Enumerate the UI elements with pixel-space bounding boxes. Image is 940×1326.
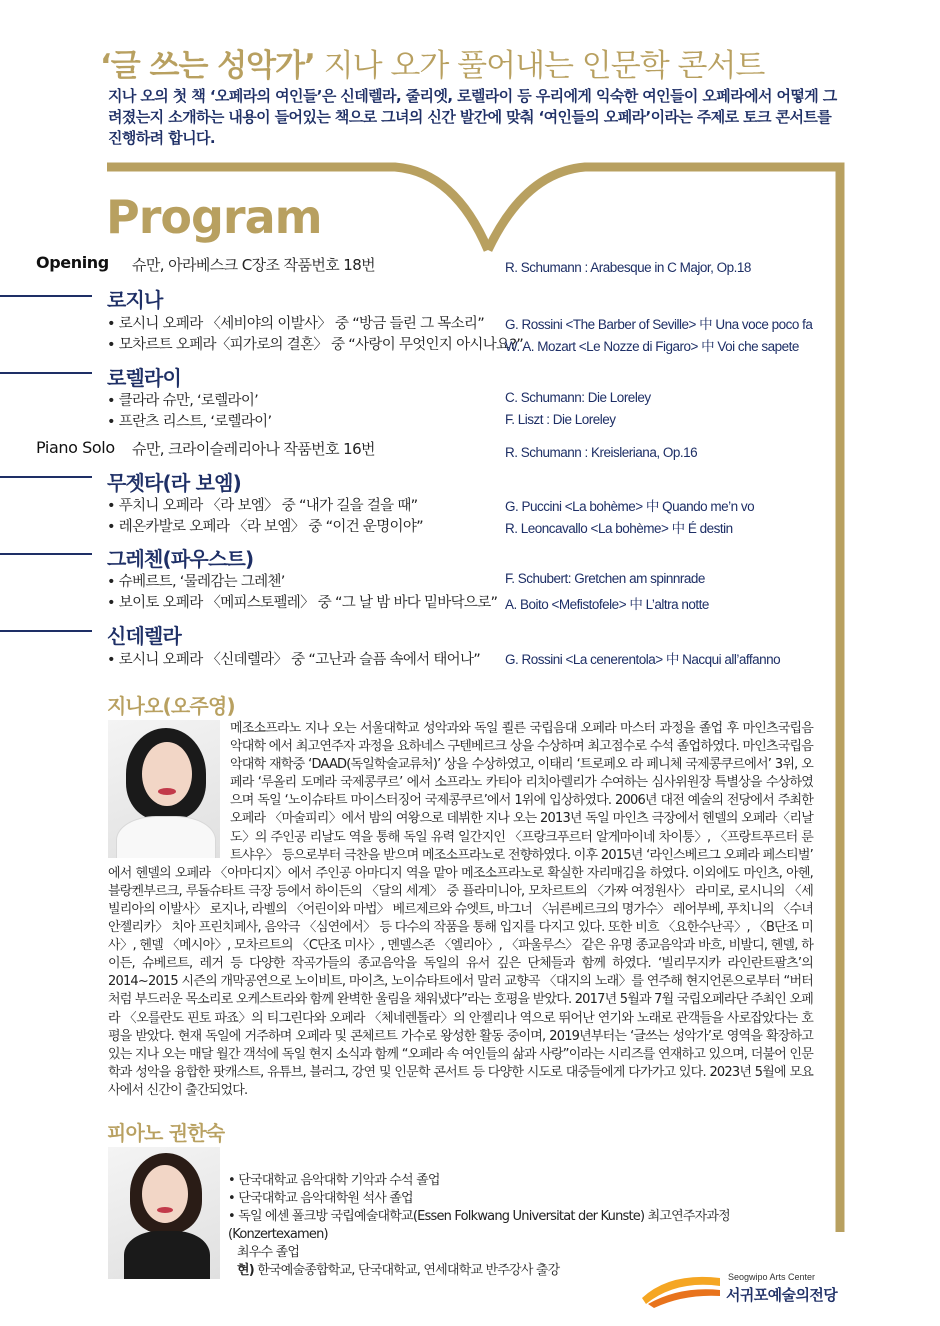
list-item: • 슈베르트, ‘물레감는 그레첸’ <box>107 570 285 591</box>
pianist-career-list <box>228 1172 798 1280</box>
list-item-english: F. Liszt : Die Loreley <box>505 412 616 427</box>
piano-solo-label: Piano Solo <box>36 438 115 457</box>
logo-wave-icon <box>640 1268 724 1308</box>
list-item-english: W. A. Mozart <Le Nozze di Figaro> 中 Voi che sapete <box>505 339 799 354</box>
list-item: • 프란츠 리스트, ‘로렐라이’ <box>107 410 271 431</box>
current-text: 한국예술종합학교, 단국대학교, 연세대학교 반주강사 출강 <box>253 1263 560 1278</box>
list-item: • 독일 에센 폴크방 국립예술대학교(Essen Folkwang Universitat der Kunste) 최고연주자과정(Konzertexamen) <box>228 1208 798 1244</box>
section-title-cinderella: 신데렐라 <box>107 624 182 648</box>
singer-heading: 지나오(오주영) <box>107 694 235 718</box>
current-label: 현) <box>237 1263 254 1278</box>
list-item: • 모차르트 오페라〈피가로의 결혼〉 중 “사랑이 무엇인지 아시나요?” <box>107 333 523 354</box>
piano-solo-work: 슈만, 크라이슬레리아나 작품번호 16번 <box>132 440 375 458</box>
section-divider <box>0 630 92 632</box>
list-item-english: A. Boito <Mefistofele> 中 L’altra notte <box>505 597 709 612</box>
list-item: • 로시니 오페라 〈세비야의 이발사〉 중 “방금 들린 그 목소리” <box>107 312 484 333</box>
pianist-photo <box>108 1147 220 1279</box>
intro-paragraph: 지나 오의 첫 책 ‘오페라의 여인들’은 신데렐라, 줄리엣, 로렐라이 등 우리에게 익숙한 여인들이 오페라에서 어떻게 그려졌는지 소개하는 내용이 들어있는 책으로 그녀의 신간 발간에 맞춰 ‘여인들의 오페라’이라는 주제로 토크 콘서트를 진행하려 합니다. <box>108 87 837 147</box>
list-item-english: R. Leoncavallo <La bohème> 中 É destin <box>505 521 733 536</box>
list-item-english: F. Schubert: Gretchen am spinnrade <box>505 571 705 586</box>
headline-highlight: ‘글 쓰는 성악가’ <box>100 48 315 84</box>
list-item: • 로시니 오페라 〈신데렐라〉 중 “고난과 슬픔 속에서 태어나” <box>107 648 480 669</box>
singer-bio <box>108 720 813 1100</box>
section-title-rosina: 로지나 <box>107 288 163 312</box>
list-item: • 푸치니 오페라 〈라 보엠〉 중 “내가 길을 걸을 때” <box>107 494 417 515</box>
program-title: Program <box>106 190 322 244</box>
pianist-heading: 피아노 권한숙 <box>107 1121 225 1145</box>
list-item: • 단국대학교 음악대학원 석사 졸업 <box>228 1190 798 1208</box>
section-divider <box>0 476 92 478</box>
logo-korean: 서귀포예술의전당 <box>726 1286 838 1304</box>
logo-english: Seogwipo Arts Center <box>728 1272 816 1282</box>
list-item: • 보이토 오페라 〈메피스토펠레〉 중 “그 날 밤 바다 밑바닥으로” <box>107 591 497 612</box>
opening-english: R. Schumann : Arabesque in C Major, Op.18 <box>505 260 751 275</box>
list-item-english: G. Rossini <La cenerentola> 中 Nacqui all’affanno <box>505 652 781 667</box>
section-title-musetta: 무젯타(라 보엠) <box>107 471 241 495</box>
section-title-loreley: 로렐라이 <box>107 366 182 390</box>
list-item-english: G. Rossini <The Barber of Seville> 中 Una voce poco fa <box>505 317 813 332</box>
opening-work: 슈만, 아라베스크 C장조 작품번호 18번 <box>132 256 376 274</box>
piano-solo-english: R. Schumann : Kreisleriana, Op.16 <box>505 445 698 460</box>
section-divider <box>0 295 92 297</box>
headline-rest: 지나 오가 풀어내는 인문학 콘서트 <box>314 48 765 84</box>
list-item: • 클라라 슈만, ‘로렐라이’ <box>107 389 258 410</box>
seogwipo-arts-center-logo <box>640 1268 850 1308</box>
list-item-english: C. Schumann: Die Loreley <box>505 390 651 405</box>
list-item-continued: 최우수 졸업 <box>237 1245 300 1260</box>
list-item: • 레온카발로 오페라 〈라 보엠〉 중 “이건 운명이야” <box>107 515 423 536</box>
list-item-english: G. Puccini <La bohème> 中 Quando me’n vo <box>505 499 755 514</box>
singer-bio-text: 메조소프라노 지나 오는 서울대학교 성악과와 독일 쾰른 국립음대 오페라 마스터 과정을 졸업 후 마인츠국립음악대학 에서 최고연주자 과정을 요하네스 구텐베르크 상을 수상하며 최고점수로 수석 졸업하였다. 마인츠국립음악대학 재학중 ‘DAAD(독일학술교류처)’ 상을 수상하였고, 이태리 ‘트로페오 라 페니체 국제콩쿠르에서’ 3위, 오페라 ‘루올리 도메라 국제콩쿠르’ 에서 소프라노 카티아 리치아렐리가 수여하는 심사위원장 특별상을 수상하였으며 독일 ‘노이슈타트 마이스터징어 국제콩쿠르’에서 1위에 입상하였다. 2006년 대전 예술의 전당에서 주최한 오페라 〈마술피리〉에서 밤의 여왕으로 데뷔한 지나 오는 2013년 독일 마인츠 극장에서 헨델의 오페라〈리날도〉의 주인공 리날도 역을 통해 독일 유력 일간지인 〈프랑크푸르터 알게마이네 차이퉁〉, 〈프랑트푸르터 룬트샤우〉 등으로부터 극찬을 받으며 메조소프라노로 전향하였다. 이후 2015년 ‘라인스베르그 오페라 페스티벌’ 에서 헨델의 오페라 〈아마디지〉에서 주인공 아마디지 역을 맡아 메조소프라노로 확실한 자리매김을 하였다. 이외에도 마인츠, 아헨, 블랑켄부르크, 루돌슈타트 극장 등에서 하이든의 〈달의 세계〉 중 플라미니아, 모차르트의 〈가짜 여정원사〉 라미로, 로시니의 〈세빌리아의 이발사〉 로지나, 라벨의 〈어린이와 마법〉 베르제르와 슈엣트, 바그너 〈뉘른베르크의 명가수〉 레어부베, 푸치니의 〈수녀 안젤리카〉 치아 프린치페사, 음악극 〈심연에서〉 등 다수의 작품을 통해 입지를 다지고 있다. 또한 비흐 〈요한수난곡〉, 〈B단조 미사〉, 헨델 〈메시아〉, 모차르트의 〈C단조 미사〉, 멘델스존 〈엘리아〉, 〈파울루스〉 같은 유명 종교음악과 바흐, 비발디, 헨델, 하이든, 슈베르트, 레거 등 다양한 작곡가들의 종교음악을 독일의 유서 깊은 단체들과 함께 하였다. ‘빌리무지카 라인란트팔츠’의 2014~2015 시즌의 개막공연으로 노이비트, 마이츠, 노이슈타트에서 말러 교향곡 〈대지의 노래〉를 연주해 현지언론으로부터 “버터처럼 부드러운 목소리로 오케스트라와 함께 완벽한 울림을 채워냈다”라는 호평을 받았다. 2017년 5월과 7월 국립오페라단 주최인 오페라 〈오를란도 핀토 파죠〉의 티그린다와 오페라 〈체네렌톨라〉의 안젤리나 역으로 뛰어난 연기와 노래로 관객들을 사로잡았다는 호평을 받았다. 현재 독일에 거주하며 오페라 및 콘체르트 가수로 왕성한 활동 중이며, 2019년부터는 ‘글쓰는 성악가’로 영역을 확장하고 있는 지나 오는 매달 월간 객석에 독일 현지 소식과 함께 “오페라 속 여인들의 삶과 사랑”이라는 시리즈를 연재하고 있으며, 더불어 인문학과 성악을 융합한 팟캐스트, 유튜브, 블러그, 강연 및 인문학 콘서트 등 다양한 시도로 대중들에게 다가가고 있다. 2023년 5월에 모요사에서 신간이 출간되었다. <box>108 721 813 1098</box>
opening-label: Opening <box>36 253 109 272</box>
section-title-gretchen: 그레첸(파우스트) <box>107 547 254 571</box>
section-divider <box>0 372 92 374</box>
section-divider <box>0 553 92 555</box>
list-item: • 단국대학교 음악대학 기악과 수석 졸업 <box>228 1172 798 1190</box>
